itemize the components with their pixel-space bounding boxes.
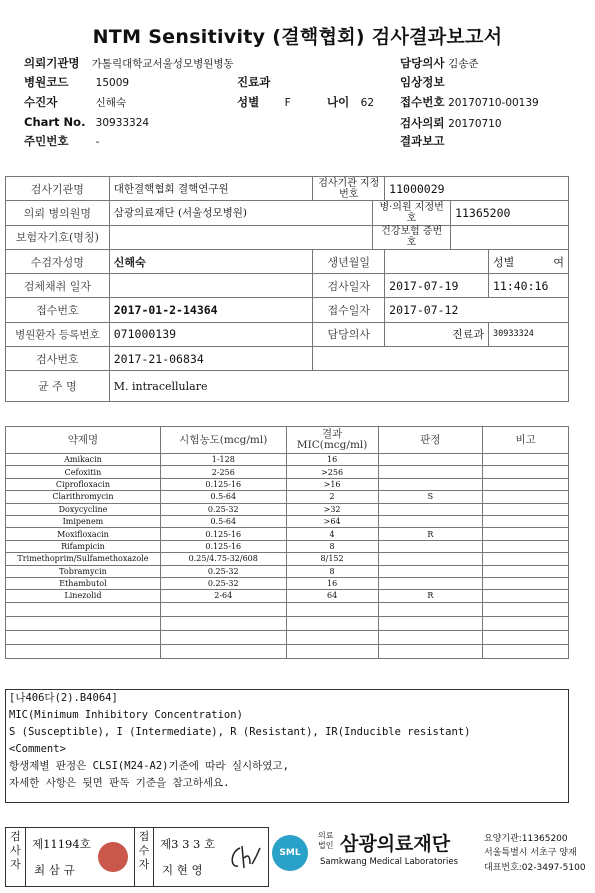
req-no-value: 11365200 — [451, 201, 569, 225]
table-row — [6, 644, 569, 658]
organism-label: 균 주 명 — [6, 371, 110, 402]
cell-judge: R — [378, 528, 483, 540]
footer — [0, 827, 595, 887]
info-row — [6, 177, 569, 201]
sex-cell — [488, 249, 568, 273]
table-row — [6, 616, 569, 630]
comment-line: 항생제별 판정은 CLSI(M24-A2)기준에 따라 실시하였고, — [9, 760, 289, 772]
recv-no-label: 접수번호 — [6, 298, 110, 322]
patient-row: 수진자 신해숙 — [24, 95, 127, 109]
organism-value: M. intracellulare — [109, 371, 568, 402]
empty-cell — [313, 347, 569, 371]
health-label: 건강보험 증번호 — [373, 225, 451, 249]
cell-drug — [6, 644, 161, 658]
table-row — [6, 565, 569, 577]
birth-label: 생년월일 — [313, 249, 385, 273]
cell-conc: 0.25-32 — [160, 503, 286, 515]
sex-value: 여 — [553, 255, 564, 269]
cell-judge — [378, 478, 483, 490]
cell-judge — [378, 553, 483, 565]
dept-label: 진료과 — [385, 322, 489, 346]
cell-conc: 2-64 — [160, 590, 286, 602]
doctor-row: 담당의사 김송준 — [400, 56, 479, 70]
birth-value — [385, 249, 489, 273]
cell-mic — [286, 616, 378, 630]
cell-conc: 1-128 — [160, 454, 286, 466]
receipt-row: 접수번호 20170710-00139 — [400, 95, 539, 109]
cell-note — [483, 590, 569, 602]
dept-value: 30933324 — [488, 322, 568, 346]
reg-value: 071000139 — [109, 322, 313, 346]
cell-note — [483, 478, 569, 490]
table-row — [6, 503, 569, 515]
cell-mic: 8 — [286, 540, 378, 552]
cell-mic: 64 — [286, 590, 378, 602]
seal-icon — [98, 842, 128, 872]
req-no-label: 병·의원 지정번호 — [373, 201, 451, 225]
care-no: 요양기관:11365200 — [484, 834, 568, 844]
test-date-value: 2017-07-19 — [385, 274, 489, 298]
code-row: 병원코드 15009 — [24, 75, 130, 89]
table-row — [6, 478, 569, 490]
name-label: 수검자성명 — [6, 249, 110, 273]
address: 서울특별시 서초구 양재 — [484, 848, 577, 858]
cell-note — [483, 515, 569, 527]
cell-conc — [160, 616, 286, 630]
age-row: 나이 62 — [327, 95, 375, 109]
cell-judge — [378, 454, 483, 466]
cell-mic: >16 — [286, 478, 378, 490]
cell-conc: 0.5-64 — [160, 515, 286, 527]
reg-label: 병원환자 등록번호 — [6, 322, 110, 346]
recv-date-value: 2017-07-12 — [385, 298, 569, 322]
cell-note — [483, 616, 569, 630]
table-row — [6, 515, 569, 527]
test-time-value: 11:40:16 — [488, 274, 568, 298]
cell-judge — [378, 577, 483, 589]
corp-en: Samkwang Medical Laboratories — [320, 857, 459, 867]
collect-label: 검체채취 일자 — [6, 274, 110, 298]
info-row — [6, 347, 569, 371]
cell-drug: Rifampicin — [6, 540, 161, 552]
cell-conc — [160, 630, 286, 644]
cell-judge — [378, 540, 483, 552]
org-no-label: 검사기관 지정번호 — [313, 177, 385, 201]
report-label: 결과보고 — [400, 134, 445, 148]
cell-drug: Imipenem — [6, 515, 161, 527]
info-row — [6, 322, 569, 346]
resident-row: 주민번호 - — [24, 134, 100, 148]
col-conc: 시험농도(mcg/ml) — [160, 427, 286, 454]
info-row — [6, 201, 569, 225]
recv-no-value: 2017-01-2-14364 — [109, 298, 313, 322]
cell-note — [483, 528, 569, 540]
cell-note — [483, 553, 569, 565]
cell-drug: Ethambutol — [6, 577, 161, 589]
signature-icon — [226, 842, 262, 872]
cell-conc: 0.125-16 — [160, 478, 286, 490]
phone: 대표번호:02-3497-5100 — [484, 863, 586, 873]
cell-mic — [286, 602, 378, 616]
cell-drug — [6, 630, 161, 644]
org-no-value: 11000029 — [385, 177, 569, 201]
clinical-label: 임상정보 — [400, 75, 445, 89]
approver-no: 제3 3 3 호 — [160, 837, 216, 851]
recv-date-label: 접수일자 — [313, 298, 385, 322]
info-table — [5, 176, 569, 402]
cell-mic — [286, 630, 378, 644]
cell-mic: 16 — [286, 577, 378, 589]
cell-drug: Cefoxitin — [6, 466, 161, 478]
cell-drug: Trimethoprim/Sulfamethoxazole — [6, 553, 161, 565]
cell-mic: >64 — [286, 515, 378, 527]
req-hosp-label: 의뢰 병의원명 — [6, 201, 110, 225]
org-value: 대한결핵협회 결핵연구원 — [109, 177, 313, 201]
cell-drug: Clarithromycin — [6, 491, 161, 503]
table-row — [6, 540, 569, 552]
table-row — [6, 577, 569, 589]
sex-row: 성별 F — [237, 95, 291, 109]
cell-conc: 0.25-32 — [160, 565, 286, 577]
cell-note — [483, 630, 569, 644]
col-drug: 약제명 — [6, 427, 161, 454]
cell-conc: 0.5-64 — [160, 491, 286, 503]
cell-mic: 2 — [286, 491, 378, 503]
cell-note — [483, 602, 569, 616]
info-row — [6, 249, 569, 273]
cell-judge — [378, 602, 483, 616]
col-judge: 판정 — [378, 427, 483, 454]
chart-row: Chart No. 30933324 — [24, 115, 150, 129]
table-row — [6, 528, 569, 540]
dept-label: 진료과 — [237, 75, 271, 89]
comment-line: MIC(Minimum Inhibitory Concentration) — [9, 709, 243, 721]
cell-mic: 16 — [286, 454, 378, 466]
signature-box — [5, 827, 269, 887]
cell-mic: 8 — [286, 565, 378, 577]
report-title: NTM Sensitivity (결핵협회) 검사결과보고서 — [92, 26, 503, 48]
cell-judge — [378, 503, 483, 515]
test-no-value: 2017-21-06834 — [109, 347, 313, 371]
cell-judge: R — [378, 590, 483, 602]
test-no-label: 검사번호 — [6, 347, 110, 371]
comment-line: <Comment> — [9, 743, 66, 755]
table-row — [6, 491, 569, 503]
info-row — [6, 274, 569, 298]
hospital-row: 의뢰기관명 가톨릭대학교서울성모병원병동 — [24, 56, 234, 70]
name-value: 신해숙 — [109, 249, 313, 273]
cell-mic: >256 — [286, 466, 378, 478]
table-row — [6, 602, 569, 616]
cell-mic — [286, 644, 378, 658]
cell-drug — [6, 602, 161, 616]
cell-conc: 0.25/4.75-32/608 — [160, 553, 286, 565]
tester-no: 제11194호 — [32, 837, 91, 851]
cell-drug: Tobramycin — [6, 565, 161, 577]
comment-line: 자세한 사항은 뒷면 판독 기준을 참고하세요. — [9, 777, 230, 789]
cell-note — [483, 466, 569, 478]
tester-label: 검사자 — [6, 828, 26, 886]
cell-note — [483, 454, 569, 466]
cell-judge — [378, 616, 483, 630]
comment-line: S (Susceptible), I (Intermediate), R (Resistant), IR(Inducible resistant) — [9, 726, 471, 738]
cell-judge — [378, 515, 483, 527]
health-value — [451, 225, 569, 249]
cell-conc: 0.125-16 — [160, 540, 286, 552]
sex-label: 성별 — [492, 255, 515, 269]
test-date-label: 검사일자 — [313, 274, 385, 298]
req-hosp-value: 삼광의료재단 (서울성모병원) — [109, 201, 372, 225]
doctor-label: 담당의사 — [313, 322, 385, 346]
collect-value — [109, 274, 313, 298]
info-row — [6, 225, 569, 249]
cell-mic: 4 — [286, 528, 378, 540]
cell-drug: Doxycycline — [6, 503, 161, 515]
table-row — [6, 466, 569, 478]
org-label: 검사기관명 — [6, 177, 110, 201]
cell-note — [483, 540, 569, 552]
cell-judge — [378, 466, 483, 478]
cell-drug: Linezolid — [6, 590, 161, 602]
ins-label: 보험자기호(명칭) — [6, 225, 110, 249]
cell-mic: 8/152 — [286, 553, 378, 565]
approver-label: 접수자 — [134, 828, 154, 886]
cell-judge — [378, 644, 483, 658]
corp-small: 의료법인 — [318, 831, 334, 850]
logo-icon: SML — [272, 835, 308, 871]
info-row — [6, 371, 569, 402]
cell-conc — [160, 644, 286, 658]
table-row — [6, 553, 569, 565]
cell-judge — [378, 565, 483, 577]
table-row — [6, 454, 569, 466]
cell-drug: Amikacin — [6, 454, 161, 466]
col-mic: 결과 MIC(mcg/ml) — [286, 427, 378, 454]
results-table — [5, 426, 569, 659]
approver-name: 지 현 영 — [162, 863, 203, 877]
table-row — [6, 590, 569, 602]
cell-conc — [160, 602, 286, 616]
table-row — [6, 630, 569, 644]
cell-conc: 2-256 — [160, 466, 286, 478]
corp-name: 삼광의료재단 — [340, 833, 451, 855]
comment-box — [5, 689, 569, 803]
cell-drug: Ciprofloxacin — [6, 478, 161, 490]
cell-note — [483, 503, 569, 515]
cell-judge: S — [378, 491, 483, 503]
info-row — [6, 298, 569, 322]
cell-judge — [378, 630, 483, 644]
comment-line: [나406다(2).B4064] — [9, 692, 118, 704]
cell-conc: 0.25-32 — [160, 577, 286, 589]
cell-note — [483, 577, 569, 589]
results-header-row — [6, 427, 569, 454]
request-row: 검사의뢰 20170710 — [400, 116, 502, 130]
tester-name: 최 삼 규 — [34, 863, 75, 877]
cell-drug: Moxifloxacin — [6, 528, 161, 540]
ins-value — [109, 225, 372, 249]
cell-note — [483, 565, 569, 577]
cell-note — [483, 644, 569, 658]
cell-mic: >32 — [286, 503, 378, 515]
cell-drug — [6, 616, 161, 630]
cell-conc: 0.125-16 — [160, 528, 286, 540]
cell-note — [483, 491, 569, 503]
col-note: 비고 — [483, 427, 569, 454]
